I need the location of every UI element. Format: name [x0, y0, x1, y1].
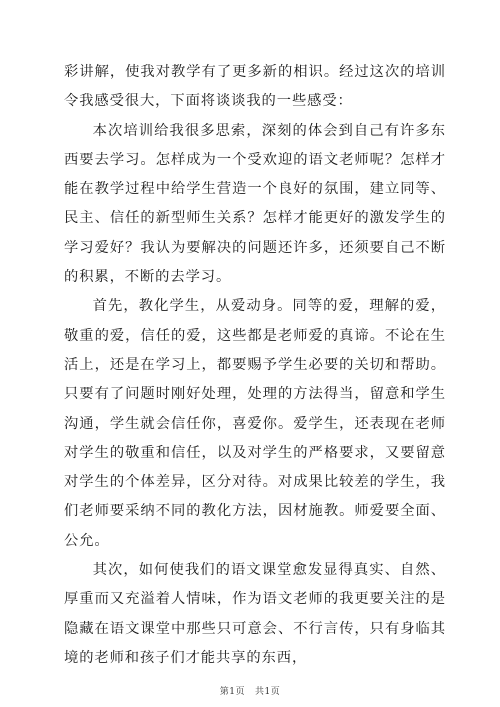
document-body — [64, 58, 446, 673]
paragraph-3: 首先，教化学生，从爱动身。同等的爱，理解的爱，敬重的爱，信任的爱，这些都是老师爱的真谛。不论在生活上，还是在学习上，都要赐予学生必要的关切和帮助。只要有了问题时刚好处理，处理的方法得当，留意和学生沟通，学生就会信任你，喜爱你。爱学生，还表现在老师对学生的敬重和信任，以及对学生的严格要求，又要留意对学生的个体差异，区分对待。对成果比较差的学生，我们老师要采纳不同的教化方法，因材施教。师爱要全面、公允。 — [64, 298, 446, 549]
page-number-total: 共1页 — [255, 687, 281, 697]
page-number-current: 第1页 — [219, 687, 245, 697]
paragraph-4: 其次，如何使我们的语文课堂愈发显得真实、自然、厚重而又充溢着人情味，作为语文老师的我更要关注的是隐藏在语文课堂中那些只可意会、不行言传，只有身临其境的老师和孩子们才能共享的东西， — [64, 562, 446, 666]
paragraph-2: 本次培训给我很多思索，深刻的体会到自己有许多东西要去学习。怎样成为一个受欢迎的语文老师呢？怎样才能在教学过程中给学生营造一个良好的氛围，建立同等、民主、信任的新型师生关系？怎样才能更好的激发学生的学习爱好？我认为要解决的问题还许多，还须要自己不断的积累，不断的去学习。 — [64, 122, 446, 286]
page-footer — [0, 684, 500, 697]
paragraph-1: 彩讲解，使我对教学有了更多新的相识。经过这次的培训令我感受很大，下面将谈谈我的一些感受： — [64, 64, 446, 110]
